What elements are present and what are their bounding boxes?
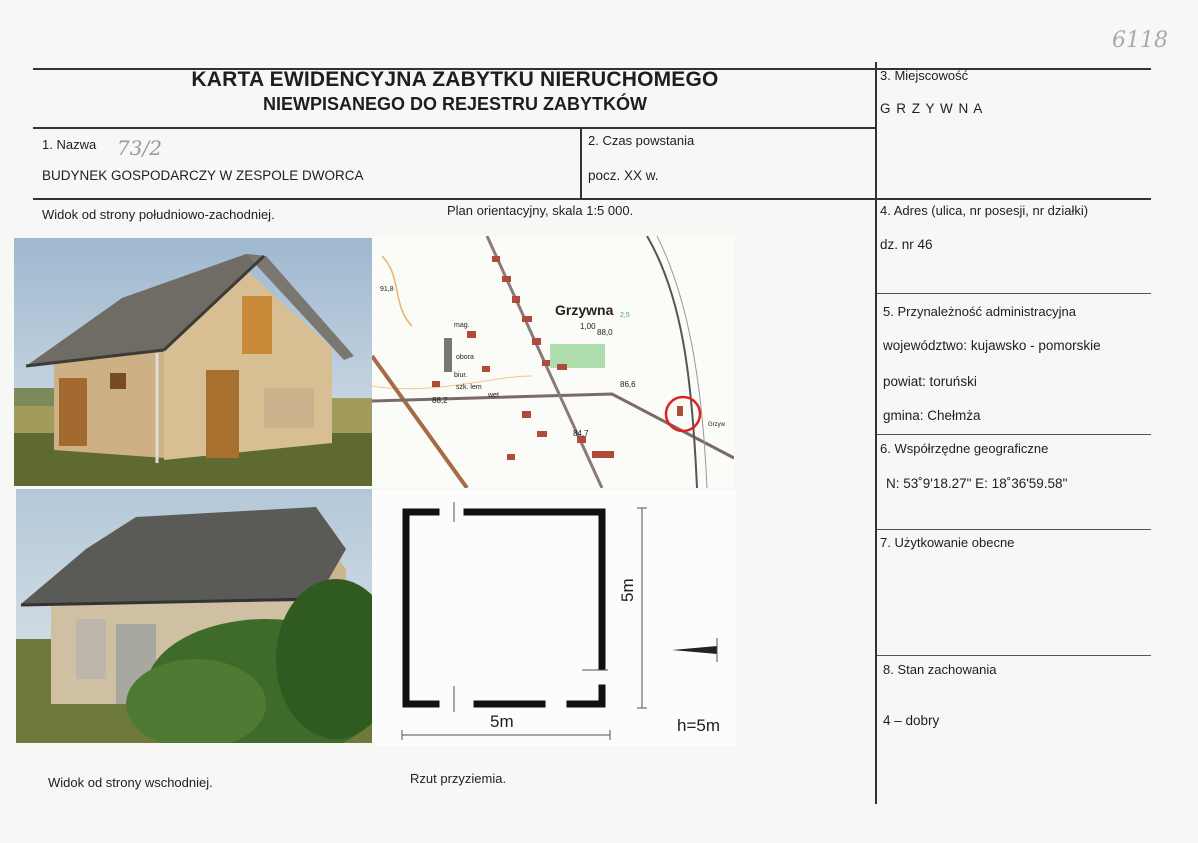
orientation-map (372, 236, 734, 488)
commune-row (883, 408, 981, 423)
time-value: pocz. XX w. (588, 168, 659, 183)
map-label-grzyw: Grzyw (708, 422, 725, 428)
map-village-label: Grzywna (555, 302, 614, 318)
map-height-3: 88,0 (597, 328, 613, 337)
frame-divider-right (875, 62, 877, 804)
floor-plan-width-dim: 5m (490, 712, 514, 731)
map-label-obora: obora (456, 354, 474, 361)
map-height-4: 86,6 (620, 380, 636, 389)
admin-bottom-line (877, 434, 1151, 435)
map-height-1: 91,8 (380, 286, 394, 293)
name-row-bottom-line (33, 198, 1151, 200)
name-value: BUDYNEK GOSPODARCZY W ZESPOLE DWORCA (42, 168, 364, 183)
address-bottom-line (877, 293, 1151, 294)
map-height-6: 84,7 (573, 429, 589, 438)
commune-label: gmina: (883, 408, 924, 423)
place-label: 3. Miejscowość (880, 68, 969, 83)
time-label: 2. Czas powstania (588, 133, 695, 148)
map-label-szk: szk. lem (456, 384, 482, 391)
county-row (883, 374, 977, 389)
voivodeship-row (883, 338, 1101, 353)
caption-view-east: Widok od strony wschodniej. (48, 775, 213, 790)
coords-bottom-line (877, 529, 1151, 530)
county-value: toruński (929, 374, 977, 389)
map-label-biur: biur. (454, 372, 468, 379)
caption-floor-plan: Rzut przyziemia. (410, 771, 507, 786)
county-label: powiat: (883, 374, 926, 389)
address-label: 4. Adres (ulica, nr posesji, nr działki) (880, 203, 1089, 218)
state-label: 8. Stan zachowania (883, 662, 997, 677)
map-label-mag: mag. (454, 322, 470, 329)
photo-southwest-view (14, 238, 372, 486)
caption-plan: Plan orientacyjny, skala 1:5 000. (447, 203, 634, 218)
admin-label: 5. Przynależność administracyjna (883, 304, 1076, 319)
floor-plan-height: h=5m (677, 716, 720, 735)
page-title: KARTA EWIDENCYJNA ZABYTKU NIERUCHOMEGO (191, 68, 719, 91)
address-value: dz. nr 46 (880, 237, 933, 252)
place-value: G R Z Y W N A (880, 101, 984, 116)
coords-value: N: 53˚9'18.27" E: 18˚36'59.58" (886, 476, 1068, 491)
floor-plan-drawing (372, 490, 736, 746)
state-value: 4 – dobry (883, 713, 940, 728)
map-height-5: 88,2 (432, 396, 448, 405)
archive-number-handwritten: 6118 (1112, 28, 1168, 53)
floor-plan-depth-dim: 5m (618, 578, 637, 602)
title-bottom-line (33, 127, 875, 129)
photo-east-view (16, 489, 372, 743)
page-subtitle: NIEWPISANEGO DO REJESTRU ZABYTKÓW (262, 94, 648, 114)
voivodeship-value: kujawsko - pomorskie (970, 338, 1101, 353)
caption-view-southwest: Widok od strony południowo-zachodniej. (42, 207, 275, 222)
map-height-2: 1,00 (580, 322, 596, 331)
name-time-divider (580, 127, 582, 199)
map-label-wet: wet (488, 392, 499, 399)
commune-value: Chełmża (927, 408, 981, 423)
use-label: 7. Użytkowanie obecne (880, 535, 1015, 550)
coords-label: 6. Współrzędne geograficzne (880, 441, 1049, 456)
name-label: 1. Nazwa (42, 137, 97, 152)
use-bottom-line (877, 655, 1151, 656)
map-height-7: 2,5 (620, 312, 630, 319)
voivodeship-label: województwo: (883, 338, 968, 353)
name-handwritten-number: 73/2 (117, 136, 162, 160)
